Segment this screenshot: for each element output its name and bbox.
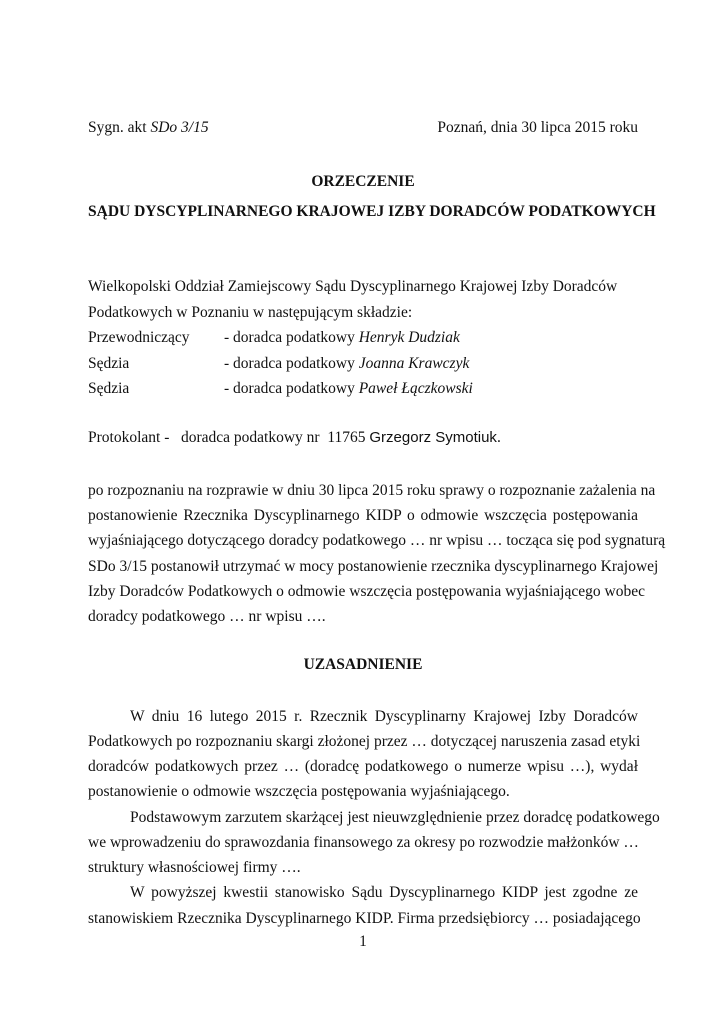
header-row [88, 118, 638, 138]
composition-intro-line-1: Wielkopolski Oddział Zamiejscowy Sądu Dyscyplinarnego Krajowej Izby Doradców [88, 278, 618, 295]
ruling-line: wyjaśniającego dotyczącego doradcy podatkowego … nr wpisu … tocząca się pod sygnaturą [88, 532, 666, 549]
ruling-line: Izby Doradców Podatkowych o odmowie wszczęcia postępowania wyjaśniającego wobec [88, 583, 645, 600]
justification-line: struktury własnościowej firmy …. [88, 859, 301, 876]
clerk-end: . [496, 429, 501, 446]
case-signature-prefix: Sygn. akt [88, 119, 151, 136]
justification-heading: UZASADNIENIE [303, 656, 423, 673]
clerk-line [88, 428, 638, 448]
justification-line: stanowiskiem Rzecznika Dyscyplinarnego KIDP. Firma przedsiębiorcy … posiadającego [88, 910, 641, 927]
member-description [224, 328, 460, 348]
justification-line: we wprowadzeniu do sprawozdania finansowego za okresy po rozwodzie małżonków … [88, 834, 639, 851]
justification-line: postanowienie o odmowie wszczęcia postępowania wyjaśniającego. [88, 783, 510, 800]
ruling-line: po rozpoznaniu na rozprawie w dniu 30 lipca 2015 roku sprawy o rozpoznanie zażalenia na [88, 482, 656, 499]
member-name: Joanna Krawczyk [358, 355, 470, 372]
document-page [88, 0, 666, 1024]
justification-line: W powyższej kwestii stanowisko Sądu Dyscyplinarnego KIDP jest zgodne ze [130, 884, 638, 901]
member-role: Sędzia [88, 380, 130, 397]
member-name: Henryk Dudziak [358, 329, 460, 346]
ruling-line: SDo 3/15 postanowił utrzymać w mocy postanowienie rzecznika dyscyplinarnego Krajowej [88, 558, 659, 575]
justification-line: Podstawowym zarzutem skarżącej jest nieuwzględnienie przez doradcę podatkowego [130, 809, 660, 826]
clerk-name: Grzegorz Symotiuk [369, 429, 497, 446]
member-role: Sędzia [88, 355, 130, 372]
ruling-line: doradcy podatkowego … nr wpisu …. [88, 608, 326, 625]
member-title: - doradca podatkowy [224, 329, 359, 346]
justification-line: doradców podatkowych przez … (doradcę podatkowego o numerze wpisu …), wydał [88, 758, 638, 775]
place-date: Poznań, dnia 30 lipca 2015 roku [437, 119, 638, 136]
member-title: - doradca podatkowy [224, 380, 359, 397]
member-name: Paweł Łączkowski [358, 380, 473, 397]
document-subtitle: SĄDU DYSCYPLINARNEGO KRAJOWEJ IZBY DORADCÓW PODATKOWYCH [88, 203, 656, 220]
ruling-line: postanowienie Rzecznika Dyscyplinarnego KIDP o odmowie wszczęcia postępowania [88, 507, 638, 524]
clerk-label: Protokolant - doradca podatkowy nr 11765 [88, 429, 370, 446]
composition-intro-line-2: Podatkowych w Poznaniu w następującym składzie: [88, 304, 413, 321]
justification-line: Podatkowych po rozpoznaniu skargi złożonej przez … dotyczącej naruszenia zasad etyki [88, 733, 641, 750]
member-description [224, 354, 469, 374]
document-title: ORZECZENIE [311, 173, 415, 190]
member-title: - doradca podatkowy [224, 355, 359, 372]
case-signature [88, 119, 209, 136]
justification-line: W dniu 16 lutego 2015 r. Rzecznik Dyscyplinarny Krajowej Izby Doradców [130, 708, 638, 725]
case-signature-number: SDo 3/15 [150, 119, 209, 136]
member-description [224, 379, 473, 399]
member-role: Przewodniczący [88, 329, 190, 346]
page-number: 1 [359, 933, 367, 950]
